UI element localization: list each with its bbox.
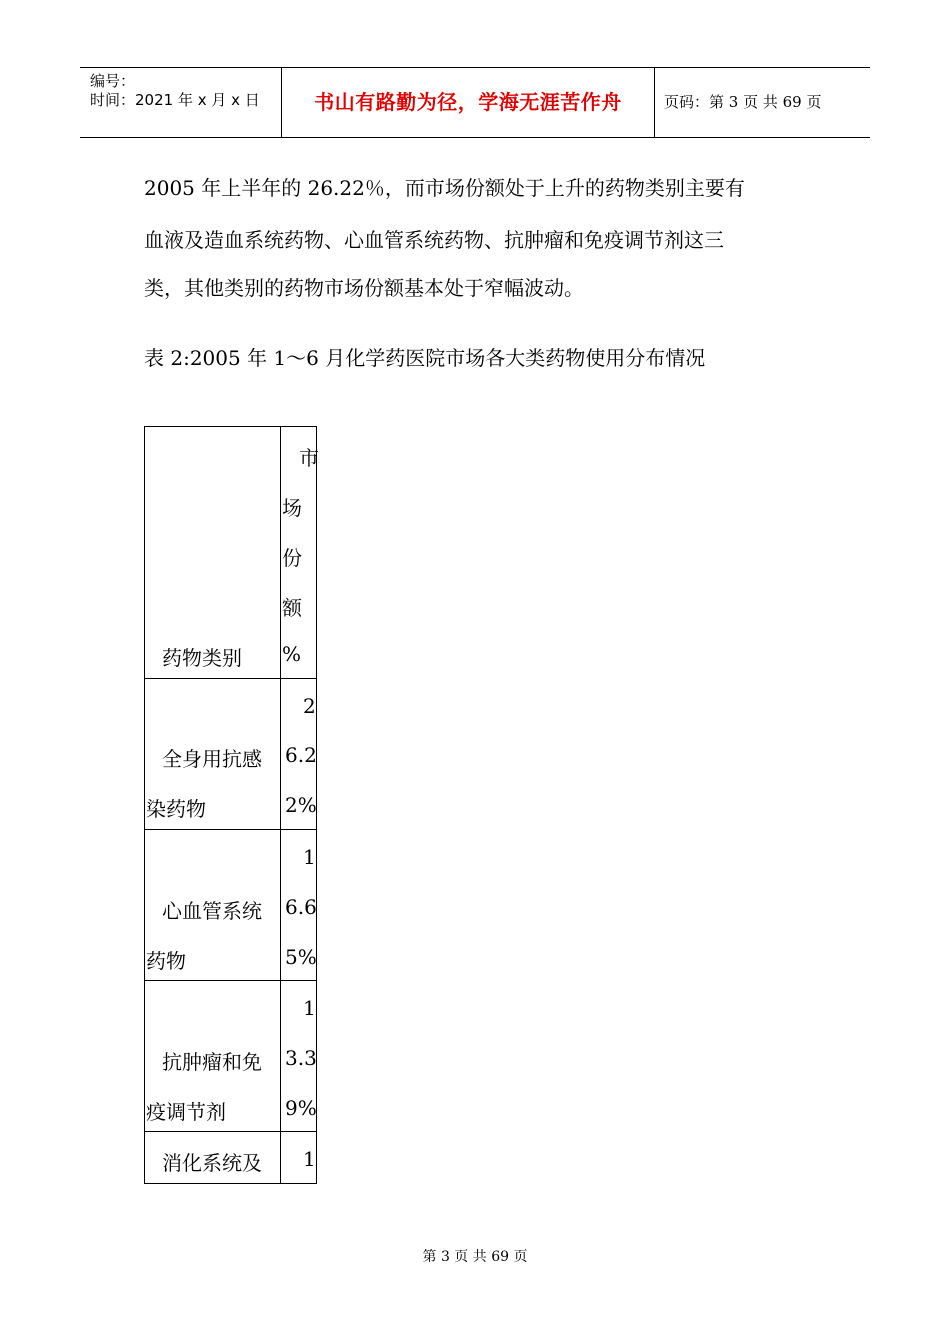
category-cell: 抗肿瘤和免 [162,1050,262,1074]
share-cell: 3.3 [285,1046,317,1070]
category-header: 药物类别 [162,646,242,670]
category-cell: 消化系统及 [162,1151,262,1175]
header-page-info: 页码：第 3 页 共 69 页 [664,93,822,111]
share-header-char: % [282,642,302,666]
header-motto: 书山有路勤为径，学海无涯苦作舟 [314,90,622,114]
page-header [80,67,870,138]
share-cell: 2% [285,793,317,817]
header-meta [80,68,281,137]
category-cell: 疫调节剂 [146,1100,226,1124]
share-header-char: 额 [282,596,302,620]
category-cell: 心血管系统 [162,899,262,923]
category-cell: 药物 [146,949,186,973]
time-label: 时间：2021 年 x 月 x 日 [90,91,260,109]
share-header-char: 份 [282,546,302,570]
share-cell: 1 [303,996,316,1020]
share-cell: 6.6 [285,895,317,919]
drug-category-table [144,426,317,1184]
paragraph-line: 2005 年上半年的 26.22％，而市场份额处于上升的药物类别主要有 [144,176,745,200]
page-footer: 第 3 页 共 69 页 [422,1249,528,1265]
share-header-char: 场 [282,496,302,520]
share-cell: 2 [303,694,316,718]
share-cell: 1 [303,845,316,869]
share-cell: 5% [285,945,317,969]
share-header-char: 市 [299,446,319,470]
share-cell: 6.2 [285,743,317,767]
share-cell: 1 [303,1147,316,1171]
category-cell: 染药物 [146,797,206,821]
category-cell: 全身用抗感 [162,747,262,771]
serial-number-label: 编号： [90,72,136,90]
share-cell: 9% [285,1096,317,1120]
table-caption: 表 2:2005 年 1～6 月化学药医院市场各大类药物使用分布情况 [144,346,706,370]
paragraph-line: 类，其他类别的药物市场份额基本处于窄幅波动。 [144,276,584,300]
header-divider [654,68,655,137]
paragraph-line: 血液及造血系统药物、心血管系统药物、抗肿瘤和免疫调节剂这三 [144,228,724,252]
